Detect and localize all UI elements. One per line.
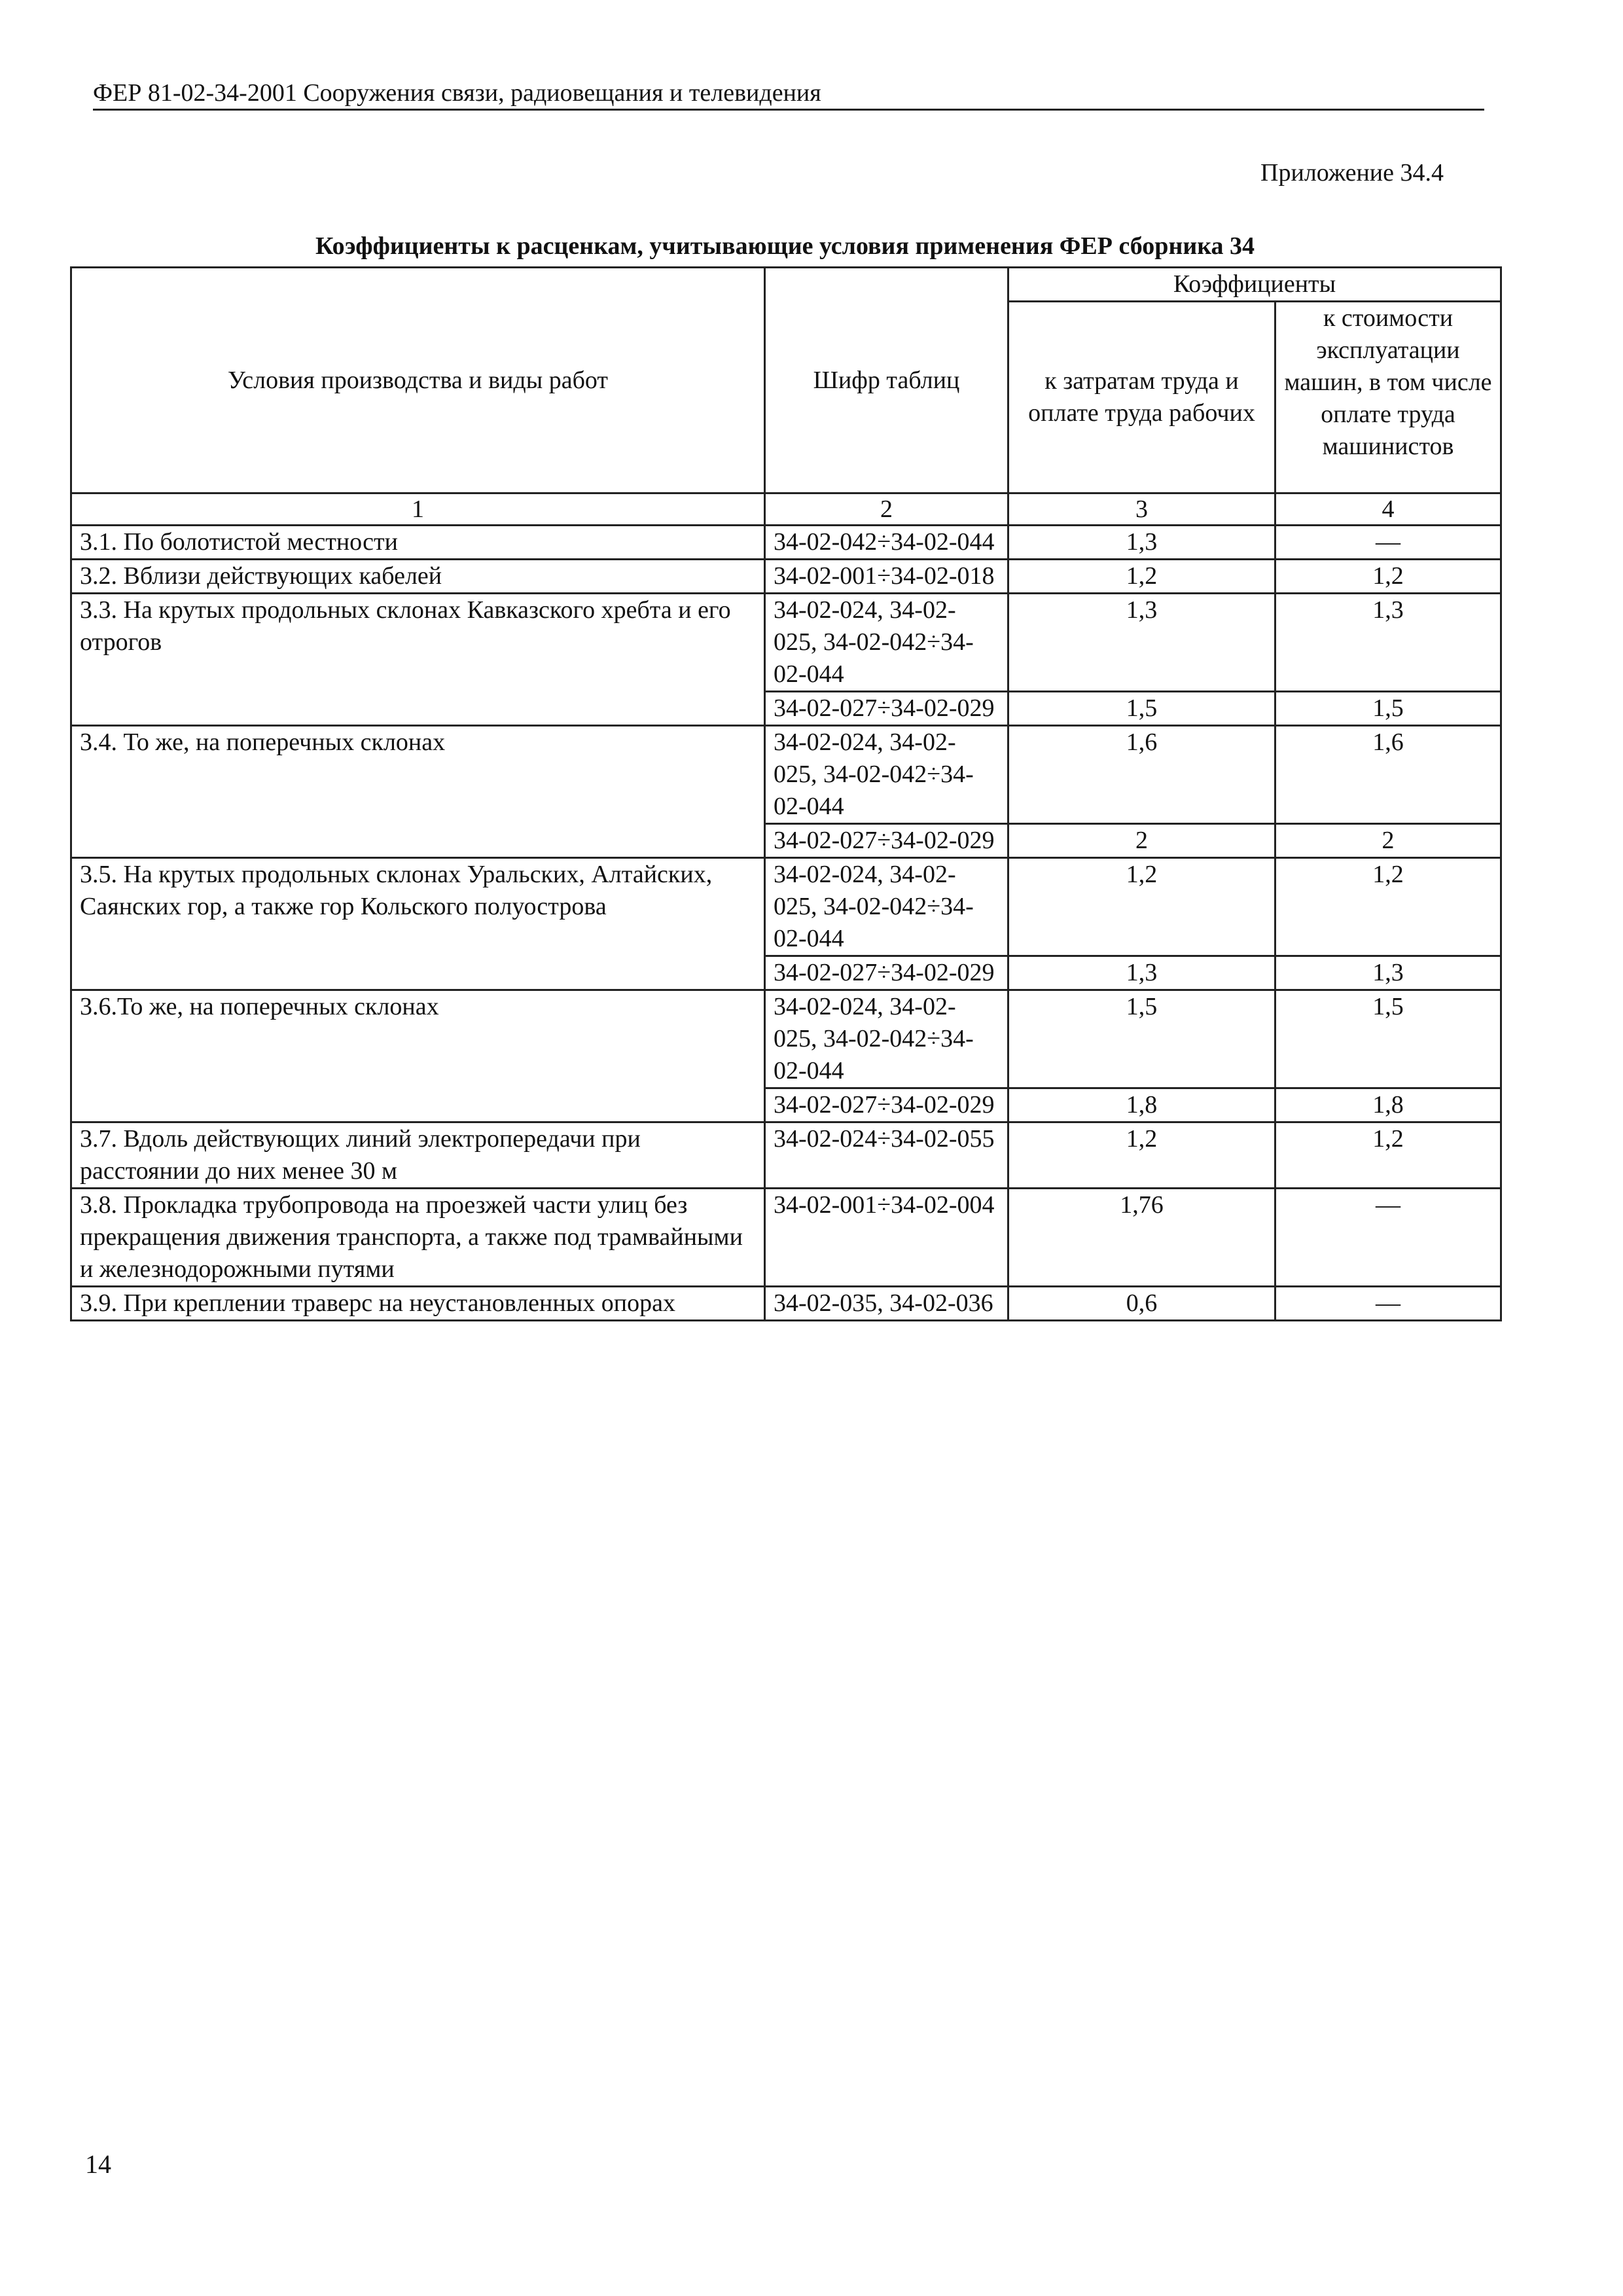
labor-coefficient-cell: 1,8 [1008, 1088, 1275, 1122]
table-body [71, 493, 1501, 1321]
column-number: 2 [765, 493, 1008, 526]
table-row [71, 990, 1501, 1088]
table-row [71, 726, 1501, 824]
machines-coefficient-cell: 1,2 [1275, 1122, 1501, 1189]
labor-coefficient-cell: 1,3 [1008, 956, 1275, 990]
table-row [71, 1122, 1501, 1189]
condition-cell: 3.2. Вблизи действующих кабелей [71, 560, 765, 594]
code-cell: 34-02-024÷34-02-055 [765, 1122, 1008, 1189]
machines-coefficient-cell: 1,3 [1275, 594, 1501, 692]
code-cell: 34-02-035, 34-02-036 [765, 1287, 1008, 1321]
machines-coefficient-cell: — [1275, 1287, 1501, 1321]
code-cell: 34-02-001÷34-02-018 [765, 560, 1008, 594]
table-row [71, 1189, 1501, 1287]
labor-coefficient-cell: 0,6 [1008, 1287, 1275, 1321]
code-cell: 34-02-024, 34-02-025, 34-02-042÷34-02-044 [765, 990, 1008, 1088]
code-cell: 34-02-027÷34-02-029 [765, 1088, 1008, 1122]
machines-coefficient-cell: 1,5 [1275, 990, 1501, 1088]
table-row [71, 560, 1501, 594]
table-row [71, 594, 1501, 692]
header-rule [93, 109, 1484, 111]
labor-coefficient-cell: 1,3 [1008, 594, 1275, 692]
machines-coefficient-cell: 1,5 [1275, 692, 1501, 726]
labor-coefficient-cell: 1,5 [1008, 990, 1275, 1088]
code-cell: 34-02-042÷34-02-044 [765, 526, 1008, 560]
table-row [71, 1287, 1501, 1321]
page-number: 14 [85, 2149, 111, 2179]
labor-coefficient-cell: 1,3 [1008, 526, 1275, 560]
header-code: Шифр таблиц [765, 268, 1008, 493]
column-number: 4 [1275, 493, 1501, 526]
condition-cell: 3.5. На крутых продольных склонах Уральских, Алтайских, Саянских гор, а также гор Кольского полуострова [71, 858, 765, 990]
machines-coefficient-cell: 1,2 [1275, 858, 1501, 956]
condition-cell: 3.4. То же, на поперечных склонах [71, 726, 765, 858]
labor-coefficient-cell: 1,2 [1008, 1122, 1275, 1189]
code-cell: 34-02-024, 34-02-025, 34-02-042÷34-02-044 [765, 594, 1008, 692]
labor-coefficient-cell: 1,76 [1008, 1189, 1275, 1287]
condition-cell: 3.3. На крутых продольных склонах Кавказского хребта и его отрогов [71, 594, 765, 726]
code-cell: 34-02-024, 34-02-025, 34-02-042÷34-02-044 [765, 858, 1008, 956]
header-machines: к стоимости эксплуатации машин, в том числе оплате труда машинистов [1275, 302, 1501, 493]
labor-coefficient-cell: 1,2 [1008, 858, 1275, 956]
machines-coefficient-cell: 2 [1275, 824, 1501, 858]
table-row [71, 858, 1501, 956]
machines-coefficient-cell: 1,3 [1275, 956, 1501, 990]
table-title: Коэффициенты к расценкам, учитывающие условия применения ФЕР сборника 34 [315, 232, 1255, 260]
code-cell: 34-02-027÷34-02-029 [765, 824, 1008, 858]
column-numbers-row [71, 493, 1501, 526]
table-row [71, 526, 1501, 560]
condition-cell: 3.8. Прокладка трубопровода на проезжей части улиц без прекращения движения транспорта, а также под трамвайными и железнодорожными путями [71, 1189, 765, 1287]
running-header: ФЕР 81-02-34-2001 Сооружения связи, радиовещания и телевидения [93, 79, 821, 107]
header-conditions: Условия производства и виды работ [71, 268, 765, 493]
labor-coefficient-cell: 2 [1008, 824, 1275, 858]
code-cell: 34-02-027÷34-02-029 [765, 692, 1008, 726]
machines-coefficient-cell: 1,2 [1275, 560, 1501, 594]
header-coefficients: Коэффициенты [1008, 268, 1501, 302]
column-number: 1 [71, 493, 765, 526]
code-cell: 34-02-024, 34-02-025, 34-02-042÷34-02-044 [765, 726, 1008, 824]
column-number: 3 [1008, 493, 1275, 526]
coefficients-table [70, 266, 1502, 1321]
labor-coefficient-cell: 1,2 [1008, 560, 1275, 594]
condition-cell: 3.6.То же, на поперечных склонах [71, 990, 765, 1122]
header-labor: к затратам труда и оплате труда рабочих [1008, 302, 1275, 493]
code-cell: 34-02-027÷34-02-029 [765, 956, 1008, 990]
condition-cell: 3.7. Вдоль действующих линий электропередачи при расстоянии до них менее 30 м [71, 1122, 765, 1189]
code-cell: 34-02-001÷34-02-004 [765, 1189, 1008, 1287]
condition-cell: 3.9. При креплении траверс на неустановленных опорах [71, 1287, 765, 1321]
machines-coefficient-cell: — [1275, 1189, 1501, 1287]
machines-coefficient-cell: 1,8 [1275, 1088, 1501, 1122]
labor-coefficient-cell: 1,5 [1008, 692, 1275, 726]
machines-coefficient-cell: 1,6 [1275, 726, 1501, 824]
machines-coefficient-cell: — [1275, 526, 1501, 560]
labor-coefficient-cell: 1,6 [1008, 726, 1275, 824]
appendix-label: Приложение 34.4 [1260, 159, 1444, 187]
condition-cell: 3.1. По болотистой местности [71, 526, 765, 560]
